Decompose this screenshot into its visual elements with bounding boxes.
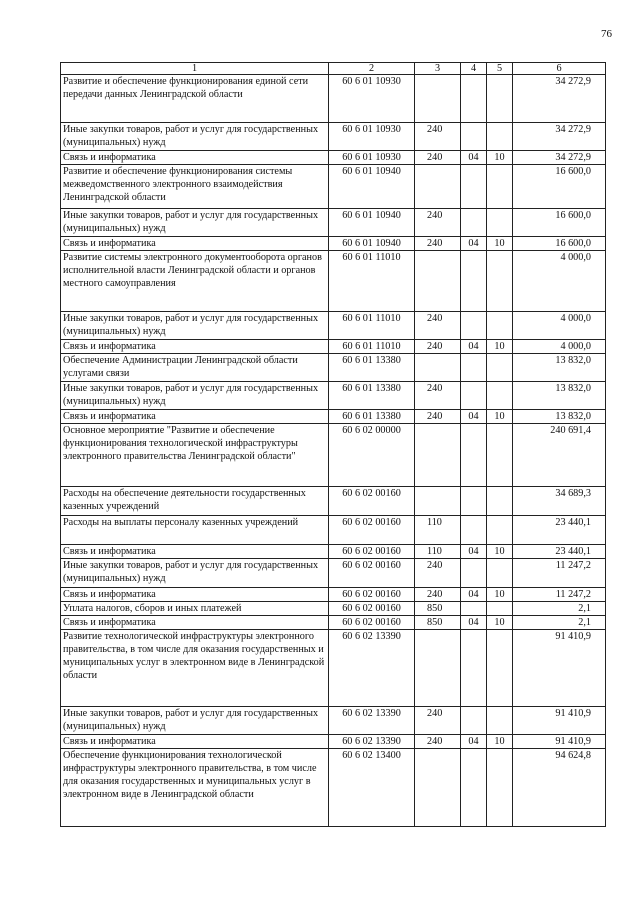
table-row: [61, 630, 606, 707]
table-row: [61, 165, 606, 209]
budget-table: [60, 62, 606, 827]
row-code: 60 6 02 00160: [329, 559, 415, 588]
row-code: 60 6 01 10930: [329, 123, 415, 151]
row-name: Иные закупки товаров, работ и услуг для государственных (муниципальных) нужд: [61, 312, 329, 340]
column-header: 3: [415, 63, 461, 75]
table-row: [61, 487, 606, 516]
row-code: 60 6 01 13380: [329, 354, 415, 382]
row-amount: 2,1: [513, 616, 606, 630]
row-col3: 240: [415, 410, 461, 424]
row-col5: [487, 209, 513, 237]
row-code: 60 6 02 00160: [329, 487, 415, 516]
table-row: [61, 251, 606, 312]
table-header-row: [61, 63, 606, 75]
row-col4: [461, 209, 487, 237]
column-header: 4: [461, 63, 487, 75]
row-col3: [415, 487, 461, 516]
row-col4: 04: [461, 735, 487, 749]
row-col4: [461, 251, 487, 312]
row-amount: 4 000,0: [513, 312, 606, 340]
row-code: 60 6 02 00160: [329, 588, 415, 602]
row-col3: 240: [415, 237, 461, 251]
row-code: 60 6 02 13390: [329, 707, 415, 735]
row-name: Развитие и обеспечение функционирования системы межведомственного электронного взаимодействия Ленинградской области: [61, 165, 329, 209]
table-row: [61, 209, 606, 237]
row-amount: 11 247,2: [513, 588, 606, 602]
row-name: Обеспечение Администрации Ленинградской области услугами связи: [61, 354, 329, 382]
row-name: Развитие и обеспечение функционирования единой сети передачи данных Ленинградской области: [61, 75, 329, 123]
row-col5: [487, 516, 513, 545]
row-code: 60 6 02 13400: [329, 749, 415, 827]
row-amount: 13 832,0: [513, 410, 606, 424]
row-col4: [461, 630, 487, 707]
row-col3: [415, 251, 461, 312]
row-name: Уплата налогов, сборов и иных платежей: [61, 602, 329, 616]
row-amount: 11 247,2: [513, 559, 606, 588]
row-col4: [461, 424, 487, 487]
row-col3: 850: [415, 616, 461, 630]
row-amount: 2,1: [513, 602, 606, 616]
row-col4: [461, 602, 487, 616]
row-col5: [487, 559, 513, 588]
row-col3: [415, 354, 461, 382]
row-col3: 110: [415, 545, 461, 559]
row-code: 60 6 01 11010: [329, 312, 415, 340]
row-amount: 91 410,9: [513, 735, 606, 749]
row-code: 60 6 01 11010: [329, 340, 415, 354]
row-col3: 240: [415, 209, 461, 237]
table-row: [61, 312, 606, 340]
table-row: [61, 340, 606, 354]
table-row: [61, 735, 606, 749]
row-name: Иные закупки товаров, работ и услуг для государственных (муниципальных) нужд: [61, 209, 329, 237]
row-col5: 10: [487, 410, 513, 424]
row-name: Связь и информатика: [61, 735, 329, 749]
row-col5: [487, 487, 513, 516]
row-amount: 16 600,0: [513, 209, 606, 237]
table-row: [61, 516, 606, 545]
row-amount: 13 832,0: [513, 382, 606, 410]
table-row: [61, 410, 606, 424]
row-col5: [487, 354, 513, 382]
table-row: [61, 382, 606, 410]
row-amount: 94 624,8: [513, 749, 606, 827]
row-col3: 240: [415, 559, 461, 588]
row-col4: [461, 559, 487, 588]
row-name: Основное мероприятие "Развитие и обеспечение функционирования технологической инфраструктуры электронного правительства Ленинградской области": [61, 424, 329, 487]
table-row: [61, 545, 606, 559]
row-col3: [415, 75, 461, 123]
table-row: [61, 354, 606, 382]
row-amount: 34 272,9: [513, 151, 606, 165]
row-col4: [461, 123, 487, 151]
row-col3: 850: [415, 602, 461, 616]
row-col4: [461, 487, 487, 516]
row-amount: 16 600,0: [513, 165, 606, 209]
row-name: Расходы на обеспечение деятельности государственных казенных учреждений: [61, 487, 329, 516]
row-amount: 34 689,3: [513, 487, 606, 516]
row-name: Связь и информатика: [61, 616, 329, 630]
row-name: Развитие технологической инфраструктуры электронного правительства, в том числе для оказания государственных и муниципальных услуг в электронном виде в Ленинградской области: [61, 630, 329, 707]
row-code: 60 6 02 00000: [329, 424, 415, 487]
row-col3: [415, 749, 461, 827]
row-col5: [487, 75, 513, 123]
row-col5: [487, 630, 513, 707]
row-amount: 4 000,0: [513, 340, 606, 354]
row-col4: [461, 75, 487, 123]
row-amount: 240 691,4: [513, 424, 606, 487]
table-row: [61, 424, 606, 487]
row-col4: 04: [461, 588, 487, 602]
row-name: Связь и информатика: [61, 151, 329, 165]
row-code: 60 6 01 13380: [329, 410, 415, 424]
row-code: 60 6 02 00160: [329, 616, 415, 630]
row-name: Иные закупки товаров, работ и услуг для государственных (муниципальных) нужд: [61, 707, 329, 735]
row-col5: [487, 602, 513, 616]
row-code: 60 6 01 10940: [329, 165, 415, 209]
row-col5: [487, 165, 513, 209]
row-code: 60 6 01 10940: [329, 237, 415, 251]
row-name: Связь и информатика: [61, 237, 329, 251]
row-col5: [487, 424, 513, 487]
column-header: 5: [487, 63, 513, 75]
row-col5: 10: [487, 340, 513, 354]
row-name: Иные закупки товаров, работ и услуг для государственных (муниципальных) нужд: [61, 123, 329, 151]
row-name: Иные закупки товаров, работ и услуг для государственных (муниципальных) нужд: [61, 382, 329, 410]
row-col4: [461, 312, 487, 340]
row-col5: [487, 123, 513, 151]
row-col3: 240: [415, 312, 461, 340]
row-col5: [487, 707, 513, 735]
row-amount: 91 410,9: [513, 707, 606, 735]
row-name: Связь и информатика: [61, 545, 329, 559]
row-col4: [461, 382, 487, 410]
row-col4: [461, 165, 487, 209]
table-row: [61, 151, 606, 165]
row-amount: 91 410,9: [513, 630, 606, 707]
row-col3: [415, 630, 461, 707]
row-name: Связь и информатика: [61, 588, 329, 602]
row-name: Развитие системы электронного документооборота органов исполнительной власти Ленинградской области и органов местного самоуправления: [61, 251, 329, 312]
row-col4: 04: [461, 237, 487, 251]
row-col5: [487, 382, 513, 410]
row-col5: 10: [487, 545, 513, 559]
row-col3: 240: [415, 735, 461, 749]
row-code: 60 6 02 00160: [329, 602, 415, 616]
row-code: 60 6 02 13390: [329, 630, 415, 707]
row-col3: 240: [415, 707, 461, 735]
row-col3: 240: [415, 588, 461, 602]
table-row: [61, 588, 606, 602]
row-code: 60 6 02 13390: [329, 735, 415, 749]
row-name: Расходы на выплаты персоналу казенных учреждений: [61, 516, 329, 545]
row-amount: 16 600,0: [513, 237, 606, 251]
row-col4: 04: [461, 545, 487, 559]
row-col3: 240: [415, 382, 461, 410]
table-row: [61, 616, 606, 630]
row-col3: 110: [415, 516, 461, 545]
row-col4: [461, 707, 487, 735]
row-name: Связь и информатика: [61, 340, 329, 354]
row-code: 60 6 01 13380: [329, 382, 415, 410]
row-col3: [415, 165, 461, 209]
row-col5: [487, 312, 513, 340]
row-amount: 13 832,0: [513, 354, 606, 382]
row-name: Обеспечение функционирования технологической инфраструктуры электронного правительства, в том числе для оказания государственных и муниципальных услуг в электронном виде в Ленинградской области: [61, 749, 329, 827]
column-header: 6: [513, 63, 606, 75]
column-header: 2: [329, 63, 415, 75]
row-name: Иные закупки товаров, работ и услуг для государственных (муниципальных) нужд: [61, 559, 329, 588]
row-code: 60 6 02 00160: [329, 516, 415, 545]
row-code: 60 6 01 10930: [329, 151, 415, 165]
row-col5: 10: [487, 588, 513, 602]
table-row: [61, 237, 606, 251]
row-amount: 23 440,1: [513, 516, 606, 545]
row-col5: [487, 251, 513, 312]
table-row: [61, 749, 606, 827]
page-number: 76: [601, 28, 612, 40]
row-name: Связь и информатика: [61, 410, 329, 424]
row-col3: [415, 424, 461, 487]
row-col4: 04: [461, 616, 487, 630]
row-amount: 4 000,0: [513, 251, 606, 312]
row-col3: 240: [415, 340, 461, 354]
row-code: 60 6 01 11010: [329, 251, 415, 312]
row-col5: 10: [487, 237, 513, 251]
row-col5: [487, 749, 513, 827]
column-header: 1: [61, 63, 329, 75]
row-col5: 10: [487, 151, 513, 165]
row-col5: 10: [487, 735, 513, 749]
row-col4: [461, 354, 487, 382]
row-col4: [461, 749, 487, 827]
table-row: [61, 707, 606, 735]
row-col4: 04: [461, 410, 487, 424]
row-col4: 04: [461, 151, 487, 165]
row-amount: 34 272,9: [513, 75, 606, 123]
table-row: [61, 559, 606, 588]
row-col5: 10: [487, 616, 513, 630]
table-row: [61, 602, 606, 616]
row-amount: 23 440,1: [513, 545, 606, 559]
row-code: 60 6 01 10930: [329, 75, 415, 123]
row-col3: 240: [415, 123, 461, 151]
row-amount: 34 272,9: [513, 123, 606, 151]
table-row: [61, 75, 606, 123]
row-col3: 240: [415, 151, 461, 165]
row-code: 60 6 01 10940: [329, 209, 415, 237]
row-code: 60 6 02 00160: [329, 545, 415, 559]
row-col4: [461, 516, 487, 545]
table-row: [61, 123, 606, 151]
row-col4: 04: [461, 340, 487, 354]
